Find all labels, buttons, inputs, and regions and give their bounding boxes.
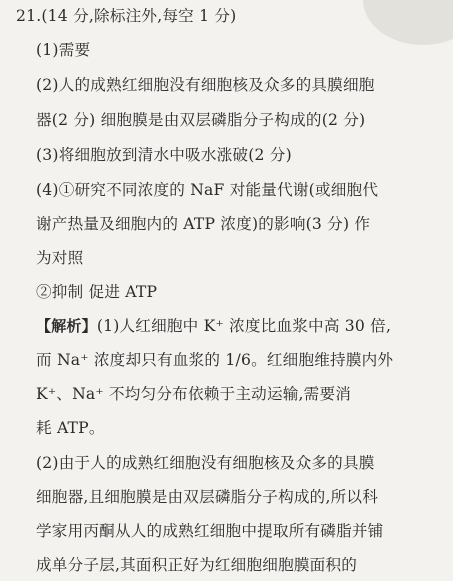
answer-line: ②抑制 促进 ATP	[36, 283, 158, 301]
analysis-line: K⁺、Na⁺ 不均匀分布依赖于主动运输,需要消	[36, 385, 352, 403]
analysis-line: 学家用丙酮从人的成熟红细胞中提取所有磷脂并铺	[36, 522, 384, 540]
answer-line: (4)①研究不同浓度的 NaF 对能量代谢(或细胞代	[36, 181, 379, 199]
question-header: 21.(14 分,除标注外,每空 1 分)	[16, 7, 237, 25]
analysis-line	[36, 316, 391, 336]
analysis-text: (1)人红细胞中 K⁺ 浓度比血浆中高 30 倍,	[96, 317, 392, 335]
analysis-label: 【解析】	[36, 317, 97, 335]
analysis-line: 耗 ATP。	[36, 419, 105, 437]
answer-line: (3)将细胞放到清水中吸水涨破(2 分)	[36, 146, 292, 164]
answer-line: (2)人的成熟红细胞没有细胞核及众多的具膜细胞	[36, 76, 375, 94]
analysis-line: 成单分子层,其面积正好为红细胞细胞膜面积的	[36, 556, 358, 574]
answer-line: (1)需要	[36, 41, 91, 59]
answer-line: 谢产热量及细胞内的 ATP 浓度)的影响(3 分) 作	[36, 215, 371, 233]
answer-line: 为对照	[36, 249, 84, 267]
analysis-line: 细胞器,且细胞膜是由双层磷脂分子构成的,所以科	[36, 488, 378, 506]
corner-watermark	[363, 0, 453, 45]
analysis-line: 而 Na⁺ 浓度却只有血浆的 1/6。红细胞维持膜内外	[36, 351, 394, 369]
answer-line: 器(2 分) 细胞膜是由双层磷脂分子构成的(2 分)	[36, 111, 366, 129]
analysis-line: (2)由于人的成熟红细胞没有细胞核及众多的具膜	[36, 454, 375, 472]
